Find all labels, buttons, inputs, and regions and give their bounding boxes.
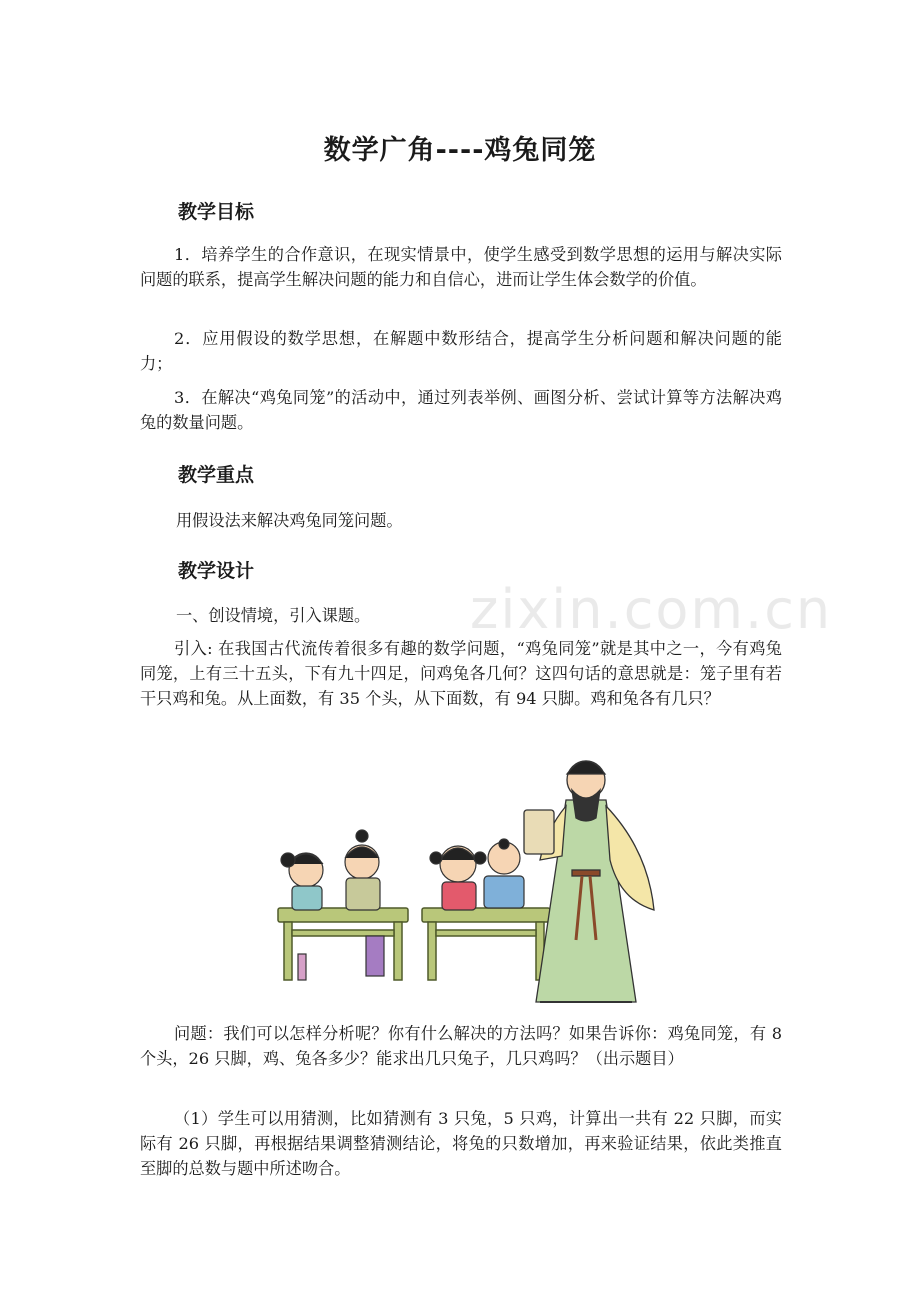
goals-heading: 教学目标	[178, 201, 255, 223]
teacher	[524, 761, 654, 1002]
desk-right	[422, 908, 550, 980]
student-4	[484, 839, 524, 908]
key-paragraph: 用假设法来解决鸡兔同笼问题。	[176, 511, 403, 530]
classroom-illustration	[270, 740, 660, 1008]
student-2	[345, 830, 384, 976]
question-paragraph: 问题：我们可以怎样分析呢？你有什么解决的方法吗？如果告诉你：鸡兔同笼，有 8 个头，26 只脚，鸡、兔各多少？能求出几只兔子，几只鸡吗？（出示题目）	[140, 1024, 782, 1068]
watermark: zixin.com.cn	[470, 578, 833, 641]
goal-1-paragraph: 1．培养学生的合作意识，在现实情景中，使学生感受到数学思想的运用与解决实际问题的联系，提高学生解决问题的能力和自信心，进而让学生体会数学的价值。	[140, 245, 782, 289]
student-3	[430, 846, 486, 910]
answer-1-paragraph: （1）学生可以用猜测，比如猜测有 3 只兔，5 只鸡，计算出一共有 22 只脚，而实际有 26 只脚，再根据结果调整猜测结论，将兔的只数增加，再来验证结果，依此类推直至脚的总数与题中所述吻合。	[140, 1109, 782, 1178]
goal-3-paragraph: 3．在解决“鸡兔同笼”的活动中，通过列表举例、画图分析、尝试计算等方法解决鸡兔的数量问题。	[140, 388, 782, 432]
step-1-paragraph: 一、创设情境，引入课题。	[176, 606, 371, 625]
page-title: 数学广角----鸡兔同笼	[323, 135, 597, 166]
intro-paragraph: 引入: 在我国古代流传着很多有趣的数学问题，“鸡兔同笼”就是其中之一，今有鸡兔同笼，上有三十五头，下有九十四足，问鸡兔各几何？这四句话的意思就是：笼子里有若干只鸡和兔。从上面数，有 35 个头，从下面数，有 94 只脚。鸡和兔各有几只？	[140, 639, 782, 708]
key-heading: 教学重点	[178, 464, 255, 486]
design-heading: 教学设计	[178, 560, 255, 582]
goal-2-paragraph: 2．应用假设的数学思想，在解题中数形结合，提高学生分析问题和解决问题的能力；	[140, 329, 782, 373]
